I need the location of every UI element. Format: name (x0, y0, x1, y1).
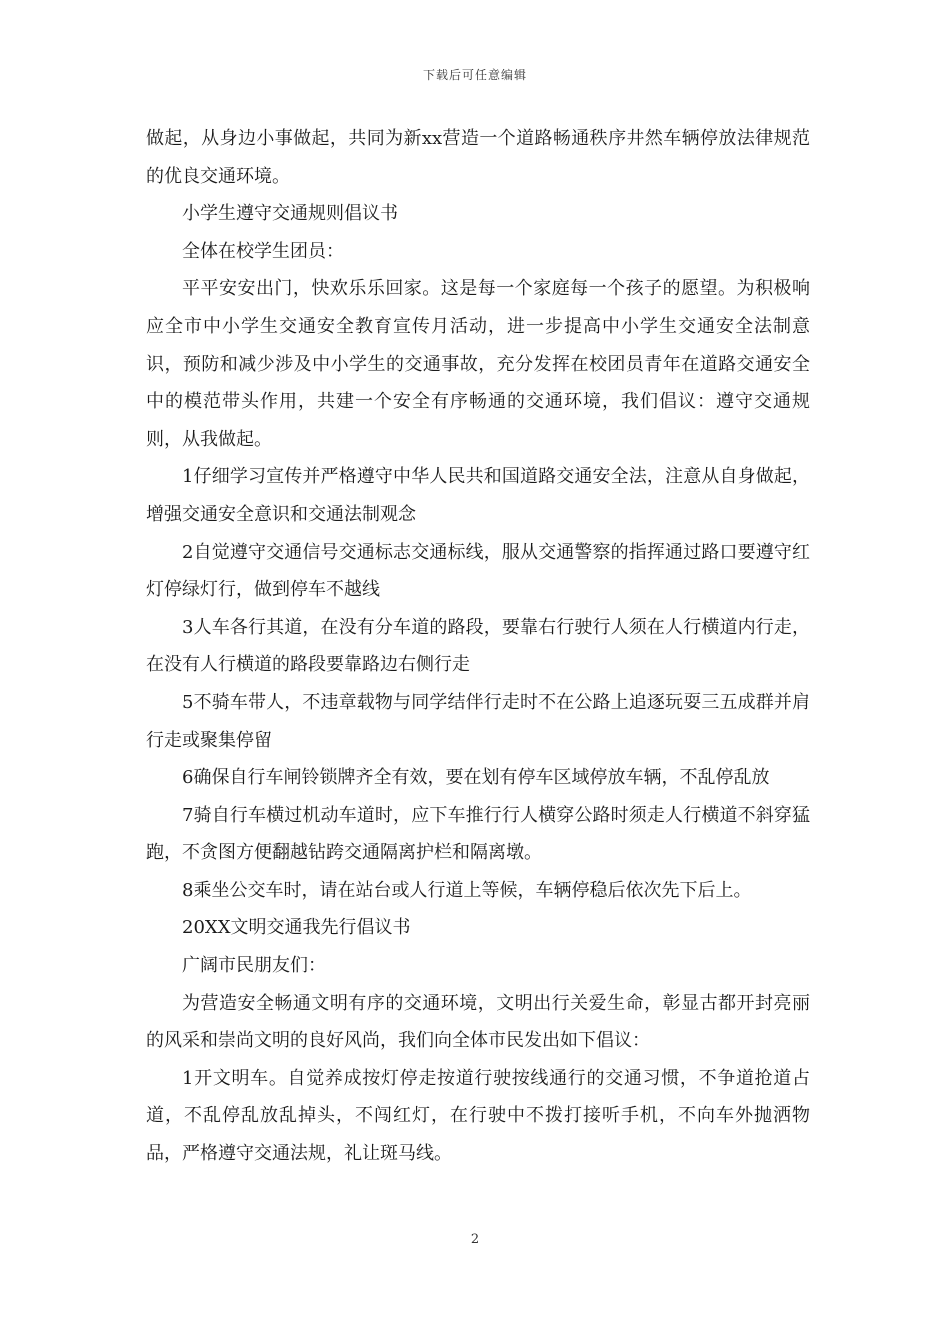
paragraph: 为营造安全畅通文明有序的交通环境，文明出行关爱生命，彰显古都开封亮丽的风采和崇尚文明的良好风尚，我们向全体市民发出如下倡议： (146, 992, 810, 1052)
list-item: 7骑自行车横过机动车道时，应下车推行行人横穿公路时须走人行横道不斜穿猛跑，不贪图方便翻越钻跨交通隔离护栏和隔离墩。 (146, 804, 810, 864)
list-item: 1开文明车。自觉养成按灯停走按道行驶按线通行的交通习惯，不争道抢道占道，不乱停乱放乱掉头，不闯红灯，在行驶中不拨打接听手机，不向车外抛洒物品，严格遵守交通法规，礼让斑马线。 (146, 1067, 810, 1165)
section-title: 小学生遵守交通规则倡议书 (182, 203, 398, 225)
document-body (146, 120, 810, 1173)
page-number: 2 (470, 1232, 480, 1247)
list-item: 8乘坐公交车时，请在站台或人行道上等候，车辆停稳后依次先下后上。 (182, 879, 752, 901)
list-item: 3人车各行其道，在没有分车道的路段，要靠右行驶行人须在人行横道内行走，在没有人行横道的路段要靠路边右侧行走 (146, 616, 810, 676)
page-header: 下载后可任意编辑 (422, 68, 527, 82)
list-item: 1仔细学习宣传并严格遵守中华人民共和国道路交通安全法，注意从自身做起，增强交通安全意识和交通法制观念 (146, 466, 810, 525)
paragraph: 做起，从身边小事做起，共同为新xx营造一个道路畅通秩序井然车辆停放法律规范的优良交通环境。 (146, 128, 810, 187)
list-item: 2自觉遵守交通信号交通标志交通标线，服从交通警察的指挥通过路口要遵守红灯停绿灯行，做到停车不越线 (146, 541, 810, 601)
salutation: 广阔市民朋友们： (182, 955, 326, 977)
salutation: 全体在校学生团员： (182, 240, 344, 262)
list-item: 6确保自行车闸铃锁牌齐全有效，要在划有停车区域停放车辆，不乱停乱放 (182, 767, 770, 789)
section-title: 20XX文明交通我先行倡议书 (182, 917, 411, 939)
paragraph: 平平安安出门，快欢乐乐回家。这是每一个家庭每一个孩子的愿望。为积极响应全市中小学生交通安全教育宣传月活动，进一步提高中小学生交通安全法制意识，预防和减少涉及中小学生的交通事故，充分发挥在校团员青年在道路交通安全中的模范带头作用，共建一个安全有序畅通的交通环境，我们倡议：遵守交通规则，从我做起。 (146, 278, 810, 450)
list-item: 5不骑车带人，不违章载物与同学结伴行走时不在公路上追逐玩耍三五成群并肩行走或聚集停留 (146, 691, 810, 751)
